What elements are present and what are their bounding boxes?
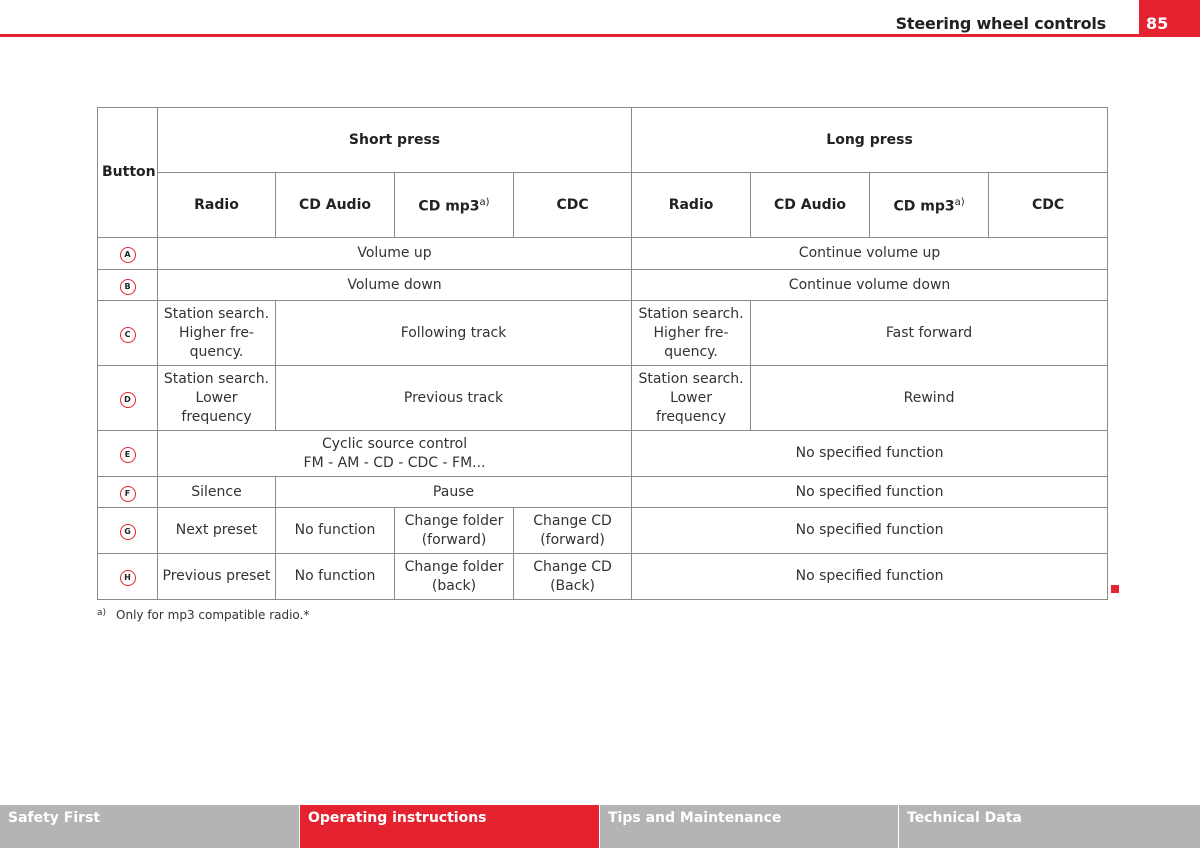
short-cd-audio-header: CD Audio (276, 173, 395, 238)
cell-long: Continue volume up (632, 238, 1108, 270)
header-rule (0, 34, 1140, 37)
tab-safety-first[interactable]: Safety First (0, 805, 299, 848)
footer-nav (0, 805, 1200, 848)
cell-long-other: Fast forward (751, 301, 1108, 366)
cell-cdc: Change CD (Back) (514, 554, 632, 600)
table-row (98, 270, 1108, 301)
cell-short-radio: Silence (158, 477, 276, 508)
button-e-icon: E (120, 447, 136, 463)
table-row (98, 431, 1108, 477)
cell-cd-mp3: Change folder (forward) (395, 508, 514, 554)
cell-long: No specified function (632, 477, 1108, 508)
table-row (98, 238, 1108, 270)
page-title: Steering wheel controls (895, 14, 1106, 33)
button-c-icon: C (120, 327, 136, 343)
tab-operating-instructions[interactable]: Operating instructions (300, 805, 599, 848)
cell-cd-audio: No function (276, 508, 395, 554)
cell-short-radio: Station search. Lower frequency (158, 366, 276, 431)
table-row (98, 301, 1108, 366)
cell-short-other: Pause (276, 477, 632, 508)
table-row (98, 508, 1108, 554)
cell-cd-audio: No function (276, 554, 395, 600)
button-g-icon: G (120, 524, 136, 540)
cell-long-radio: Station search. Lower frequency (632, 366, 751, 431)
cell-long: No specified function (632, 431, 1108, 477)
button-header: Button (98, 108, 158, 238)
footnote-text: Only for mp3 compatible radio.* (116, 608, 310, 622)
section-end-marker (1111, 585, 1119, 593)
short-cdc-header: CDC (514, 173, 632, 238)
table-row (98, 554, 1108, 600)
page-number: 85 (1146, 14, 1169, 33)
cell-long-radio: Station search. Higher fre-quency. (632, 301, 751, 366)
button-a-icon: A (120, 247, 136, 263)
short-press-header: Short press (158, 108, 632, 173)
button-b-icon: B (120, 279, 136, 295)
cell-radio: Previous preset (158, 554, 276, 600)
cell-short-other: Following track (276, 301, 632, 366)
cell-long: Continue volume down (632, 270, 1108, 301)
long-cd-mp3-header: CD mp3$^{a)}$ (870, 173, 989, 238)
cell-cd-mp3: Change folder (back) (395, 554, 514, 600)
table-row (98, 366, 1108, 431)
cell-long-other: Rewind (751, 366, 1108, 431)
cell-short: Volume up (158, 238, 632, 270)
short-cd-mp3-header: CD mp3$^{a)}$ (395, 173, 514, 238)
header-row-group (98, 108, 1108, 173)
header-row-sub (98, 173, 1108, 238)
tab-tips-and-maintenance[interactable]: Tips and Maintenance (600, 805, 898, 848)
cell-long: No specified function (632, 508, 1108, 554)
long-cdc-header: CDC (989, 173, 1108, 238)
steering-controls-table (97, 107, 1108, 600)
cell-short-radio: Station search. Higher fre-quency. (158, 301, 276, 366)
footnote-marker: a) (97, 608, 107, 618)
cell-short-other: Previous track (276, 366, 632, 431)
cell-short (158, 431, 632, 477)
footnote (97, 608, 309, 622)
long-cd-audio-header: CD Audio (751, 173, 870, 238)
button-h-icon: H (120, 570, 136, 586)
button-d-icon: D (120, 392, 136, 408)
cell-long: No specified function (632, 554, 1108, 600)
button-f-icon: F (120, 486, 136, 502)
long-radio-header: Radio (632, 173, 751, 238)
cell-short: Volume down (158, 270, 632, 301)
cell-short-line2: FM - AM - CD - CDC - FM... (303, 454, 486, 471)
cell-radio: Next preset (158, 508, 276, 554)
cell-short-line1: Cyclic source control (321, 435, 468, 452)
table-row (98, 477, 1108, 508)
tab-technical-data[interactable]: Technical Data (899, 805, 1200, 848)
cell-cdc: Change CD (forward) (514, 508, 632, 554)
short-radio-header: Radio (158, 173, 276, 238)
long-press-header: Long press (632, 108, 1108, 173)
